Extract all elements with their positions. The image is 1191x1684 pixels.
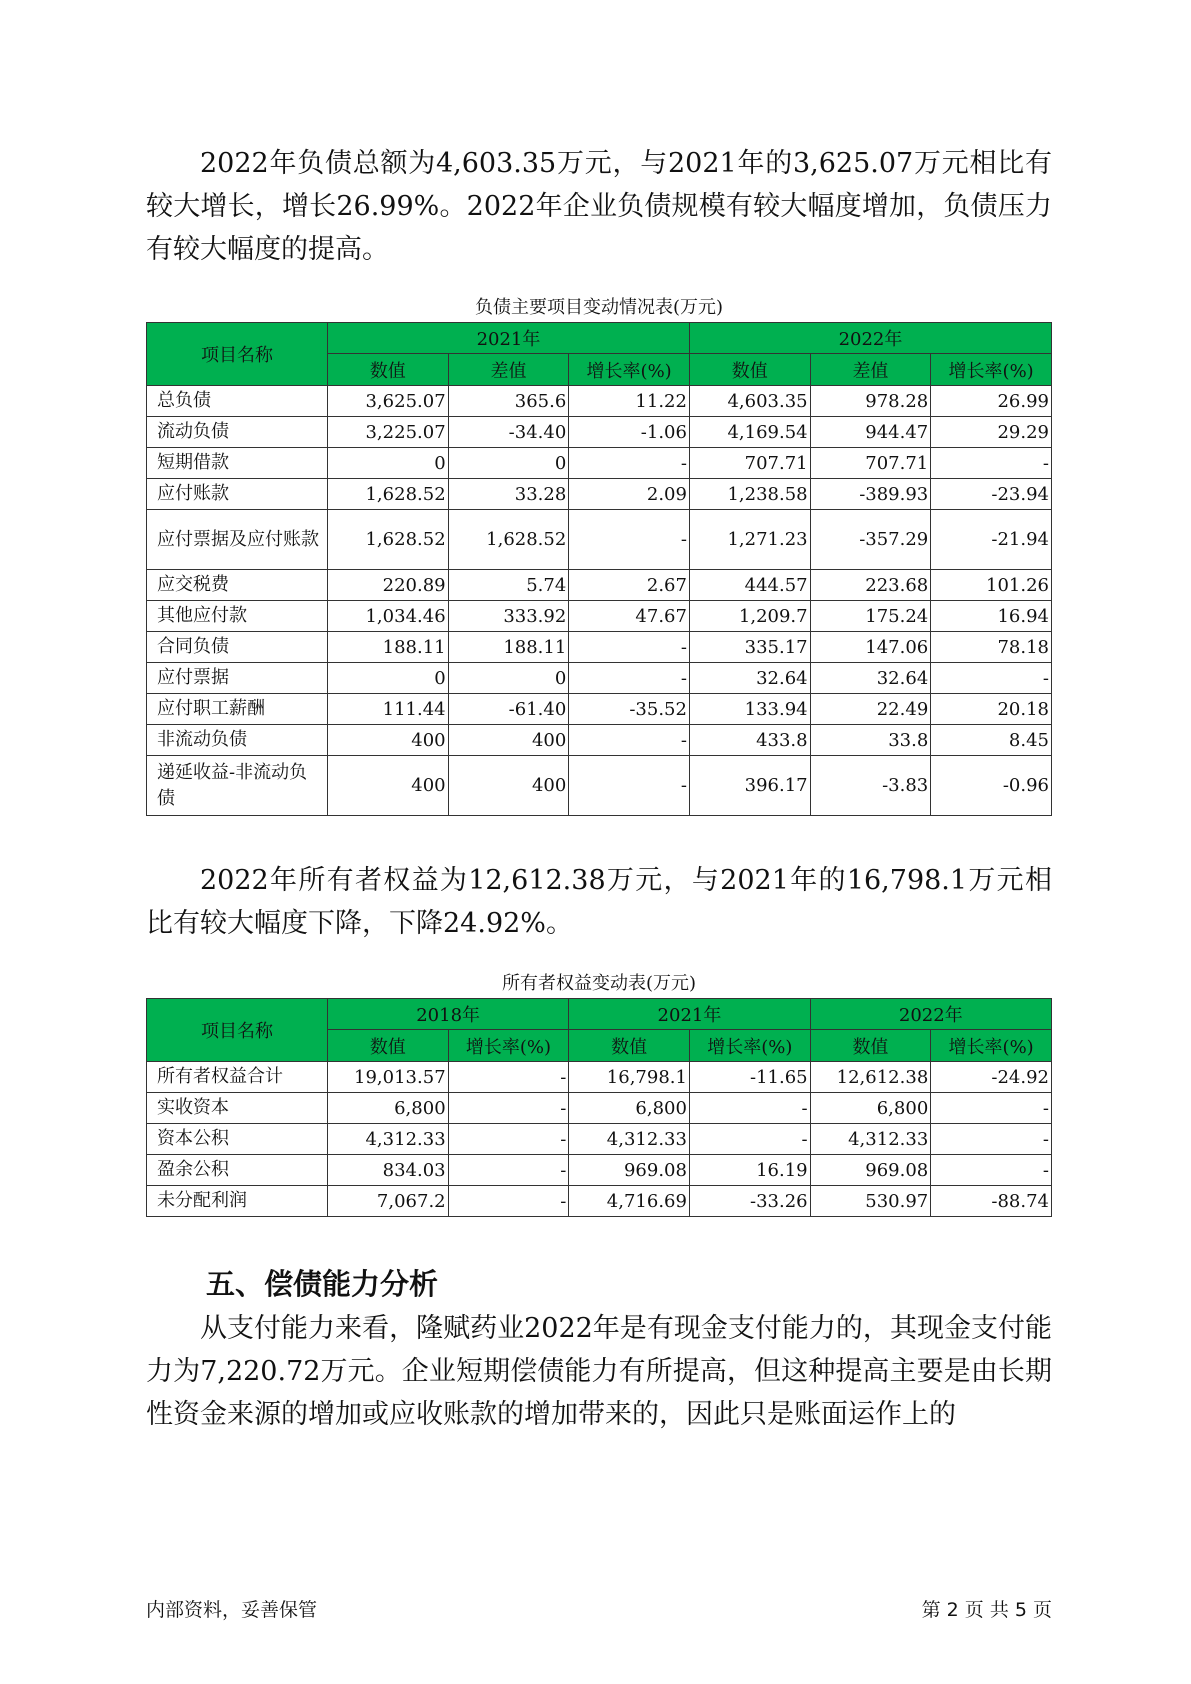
- table-cell: 335.17: [689, 632, 810, 663]
- table-cell: 969.08: [569, 1155, 690, 1186]
- year-header: 2022年: [810, 999, 1051, 1030]
- year-header: 2021年: [327, 323, 689, 354]
- table-cell: 111.44: [327, 694, 448, 725]
- equity-table: [146, 998, 1052, 1217]
- table-cell: 5.74: [448, 570, 569, 601]
- table-row: [147, 1155, 1052, 1186]
- column-header: 数值: [810, 1030, 931, 1062]
- table-row: [147, 725, 1052, 756]
- row-label: 未分配利润: [147, 1186, 328, 1217]
- table-cell: -: [931, 1124, 1052, 1155]
- column-header: 增长率(%): [448, 1030, 569, 1062]
- liability-table: [146, 322, 1052, 816]
- solvency-paragraph: [146, 1307, 1052, 1436]
- table-cell: -: [448, 1062, 569, 1093]
- row-label: 流动负债: [147, 417, 328, 448]
- table-cell: 4,603.35: [689, 386, 810, 417]
- table-cell: 32.64: [810, 663, 931, 694]
- table-row: [147, 632, 1052, 663]
- table-row: [147, 448, 1052, 479]
- table-cell: 4,312.33: [810, 1124, 931, 1155]
- table-cell: 707.71: [689, 448, 810, 479]
- row-label: 盈余公积: [147, 1155, 328, 1186]
- solvency-text: 从支付能力来看，隆赋药业2022年是有现金支付能力的，其现金支付能力为7,220.72万元。企业短期偿债能力有所提高，但这种提高主要是由长期性资金来源的增加或应收账款的增加带来的，因此只是账面运作上的: [146, 1313, 1052, 1430]
- table-cell: 188.11: [327, 632, 448, 663]
- table-row: [147, 570, 1052, 601]
- table-cell: 530.97: [810, 1186, 931, 1217]
- table-cell: 175.24: [810, 601, 931, 632]
- table-row: [147, 756, 1052, 816]
- table-cell: 707.71: [810, 448, 931, 479]
- table-cell: 16,798.1: [569, 1062, 690, 1093]
- table-cell: 47.67: [569, 601, 690, 632]
- row-label: 应付职工薪酬: [147, 694, 328, 725]
- table-cell: 6,800: [327, 1093, 448, 1124]
- table-cell: -33.26: [689, 1186, 810, 1217]
- table-cell: -21.94: [931, 510, 1052, 570]
- table-cell: 4,169.54: [689, 417, 810, 448]
- table-cell: 101.26: [931, 570, 1052, 601]
- row-label: 其他应付款: [147, 601, 328, 632]
- table-cell: 2.09: [569, 479, 690, 510]
- table-cell: -: [448, 1155, 569, 1186]
- table-cell: 834.03: [327, 1155, 448, 1186]
- table-cell: -23.94: [931, 479, 1052, 510]
- row-label: 应付票据: [147, 663, 328, 694]
- table-cell: 4,312.33: [327, 1124, 448, 1155]
- table-cell: -: [931, 1155, 1052, 1186]
- column-header: 数值: [569, 1030, 690, 1062]
- table-cell: -: [569, 663, 690, 694]
- table-cell: 1,628.52: [327, 510, 448, 570]
- table-cell: 78.18: [931, 632, 1052, 663]
- table-cell: 400: [327, 756, 448, 816]
- table-cell: 133.94: [689, 694, 810, 725]
- table-cell: 33.8: [810, 725, 931, 756]
- table-cell: -11.65: [689, 1062, 810, 1093]
- column-header: 增长率(%): [569, 354, 690, 386]
- table-row: [147, 417, 1052, 448]
- table-cell: 147.06: [810, 632, 931, 663]
- table-cell: 1,271.23: [689, 510, 810, 570]
- equity-summary-paragraph: [146, 859, 1052, 945]
- table-cell: -: [569, 756, 690, 816]
- column-header: 差值: [810, 354, 931, 386]
- table-cell: 396.17: [689, 756, 810, 816]
- table-row: [147, 1124, 1052, 1155]
- table-cell: 1,209.7: [689, 601, 810, 632]
- table-cell: 1,238.58: [689, 479, 810, 510]
- row-label: 总负债: [147, 386, 328, 417]
- table-cell: -: [689, 1124, 810, 1155]
- table-cell: -88.74: [931, 1186, 1052, 1217]
- table-cell: 0: [327, 448, 448, 479]
- year-header: 2022年: [689, 323, 1051, 354]
- liability-table-caption: 负债主要项目变动情况表(万元): [474, 297, 724, 318]
- year-header: 2018年: [327, 999, 568, 1030]
- table-cell: -: [931, 1093, 1052, 1124]
- table-cell: -35.52: [569, 694, 690, 725]
- section-heading: 五、偿债能力分析: [206, 1267, 439, 1301]
- table-cell: 12,612.38: [810, 1062, 931, 1093]
- table-cell: -: [448, 1186, 569, 1217]
- table-cell: -34.40: [448, 417, 569, 448]
- table-cell: 16.19: [689, 1155, 810, 1186]
- table-cell: 0: [327, 663, 448, 694]
- row-label: 合同负债: [147, 632, 328, 663]
- table-row: [147, 601, 1052, 632]
- table-cell: 2.67: [569, 570, 690, 601]
- table-cell: -: [689, 1093, 810, 1124]
- table-cell: -1.06: [569, 417, 690, 448]
- table-cell: 7,067.2: [327, 1186, 448, 1217]
- table-cell: 0: [448, 448, 569, 479]
- table-cell: 220.89: [327, 570, 448, 601]
- year-header: 2021年: [569, 999, 810, 1030]
- table-cell: 444.57: [689, 570, 810, 601]
- column-header: 增长率(%): [931, 1030, 1052, 1062]
- table-cell: -: [569, 632, 690, 663]
- column-header: 数值: [689, 354, 810, 386]
- column-header: 增长率(%): [931, 354, 1052, 386]
- table-cell: 33.28: [448, 479, 569, 510]
- table-cell: 16.94: [931, 601, 1052, 632]
- row-label: 资本公积: [147, 1124, 328, 1155]
- table-cell: 1,628.52: [448, 510, 569, 570]
- table-cell: 8.45: [931, 725, 1052, 756]
- table-cell: -: [569, 510, 690, 570]
- table-cell: 6,800: [810, 1093, 931, 1124]
- table-row: [147, 510, 1052, 570]
- table-cell: -: [448, 1093, 569, 1124]
- equity-table-caption: 所有者权益变动表(万元): [501, 973, 697, 994]
- table-cell: 365.6: [448, 386, 569, 417]
- footer-confidential-note: 内部资料，妥善保管: [146, 1599, 318, 1621]
- table-cell: 29.29: [931, 417, 1052, 448]
- table-cell: 26.99: [931, 386, 1052, 417]
- table-cell: 1,628.52: [327, 479, 448, 510]
- table-cell: 3,225.07: [327, 417, 448, 448]
- row-label: 应交税费: [147, 570, 328, 601]
- table-cell: 400: [327, 725, 448, 756]
- table-cell: 188.11: [448, 632, 569, 663]
- table-cell: 6,800: [569, 1093, 690, 1124]
- table-cell: 11.22: [569, 386, 690, 417]
- table-cell: -: [569, 448, 690, 479]
- row-label: 非流动负债: [147, 725, 328, 756]
- row-label: 递延收益-非流动负债: [147, 756, 328, 816]
- row-label: 应付账款: [147, 479, 328, 510]
- column-header: 差值: [448, 354, 569, 386]
- table-cell: -357.29: [810, 510, 931, 570]
- table-row: [147, 663, 1052, 694]
- table-cell: 400: [448, 725, 569, 756]
- table-cell: -0.96: [931, 756, 1052, 816]
- column-header: 数值: [327, 354, 448, 386]
- table-cell: 223.68: [810, 570, 931, 601]
- row-label: 应付票据及应付账款: [147, 510, 328, 570]
- table-row: [147, 694, 1052, 725]
- table-cell: 1,034.46: [327, 601, 448, 632]
- table-cell: -: [569, 725, 690, 756]
- table-cell: 32.64: [689, 663, 810, 694]
- table-row: [147, 386, 1052, 417]
- table-cell: -24.92: [931, 1062, 1052, 1093]
- table-row: [147, 1062, 1052, 1093]
- row-label: 短期借款: [147, 448, 328, 479]
- equity-summary-text: 2022年所有者权益为12,612.38万元，与2021年的16,798.1万元相比有较大幅度下降，下降24.92%。: [146, 865, 1052, 939]
- table-row: [147, 1186, 1052, 1217]
- item-name-header: 项目名称: [147, 999, 328, 1062]
- table-cell: 4,312.33: [569, 1124, 690, 1155]
- table-cell: -61.40: [448, 694, 569, 725]
- table-cell: 0: [448, 663, 569, 694]
- table-cell: 978.28: [810, 386, 931, 417]
- table-cell: 433.8: [689, 725, 810, 756]
- table-cell: 400: [448, 756, 569, 816]
- liability-summary-paragraph: [146, 142, 1052, 271]
- table-cell: 944.47: [810, 417, 931, 448]
- table-cell: -: [448, 1124, 569, 1155]
- table-cell: -: [931, 663, 1052, 694]
- table-cell: 20.18: [931, 694, 1052, 725]
- row-label: 实收资本: [147, 1093, 328, 1124]
- table-cell: -: [931, 448, 1052, 479]
- table-row: [147, 479, 1052, 510]
- table-cell: -389.93: [810, 479, 931, 510]
- table-cell: -3.83: [810, 756, 931, 816]
- table-cell: 969.08: [810, 1155, 931, 1186]
- column-header: 数值: [327, 1030, 448, 1062]
- table-cell: 3,625.07: [327, 386, 448, 417]
- table-cell: 333.92: [448, 601, 569, 632]
- table-cell: 4,716.69: [569, 1186, 690, 1217]
- column-header: 增长率(%): [689, 1030, 810, 1062]
- item-name-header: 项目名称: [147, 323, 328, 386]
- table-row: [147, 1093, 1052, 1124]
- table-cell: 19,013.57: [327, 1062, 448, 1093]
- table-cell: 22.49: [810, 694, 931, 725]
- liability-summary-text: 2022年负债总额为4,603.35万元，与2021年的3,625.07万元相比有较大增长，增长26.99%。2022年企业负债规模有较大幅度增加，负债压力有较大幅度的提高。: [146, 148, 1052, 265]
- row-label: 所有者权益合计: [147, 1062, 328, 1093]
- footer-page-number: 第 2 页 共 5 页: [921, 1599, 1052, 1621]
